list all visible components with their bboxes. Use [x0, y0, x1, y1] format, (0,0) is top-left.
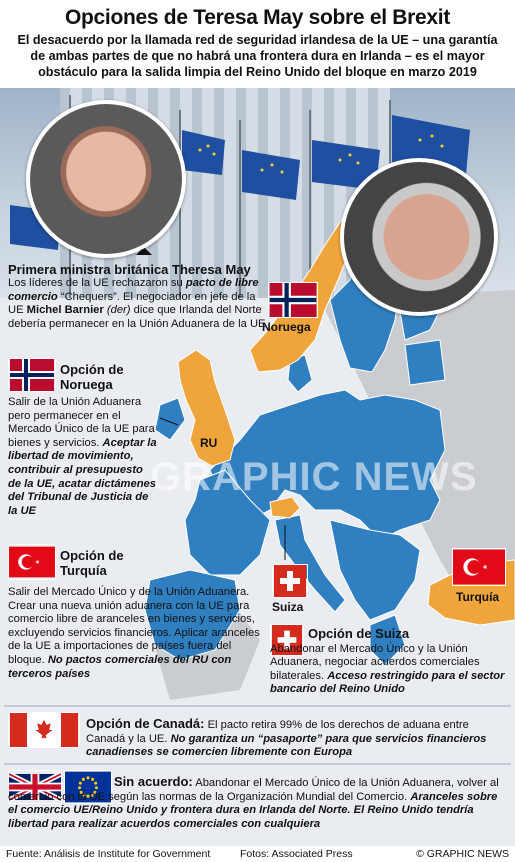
nodeal-heading: Sin acuerdo:	[114, 774, 193, 789]
footer	[0, 846, 515, 862]
norway-text-2: Aceptar la libertad de movimiento, contribuir al presupuesto de la UE, acatar dictámenes del Tribunal de Justicia de la UE	[8, 436, 157, 517]
canada-section	[86, 716, 510, 760]
nodeal-text-1: Abandonar el Mercado Único de la Unión Aduanera, volver al comercio con la UE según las normas de la Organización Mundial del Comercio.	[8, 777, 499, 803]
norway-heading: Opción de Noruega	[60, 362, 124, 392]
switzerland-flag-icon	[272, 564, 308, 598]
watermark: GRAPHIC NEWS	[150, 455, 478, 499]
may-section	[8, 262, 270, 331]
may-text-3: “Chequers”. El negociador en jefe de la UE	[8, 290, 256, 317]
theresa-may-photo	[26, 100, 186, 258]
turkey-heading: Opción de Turquía	[60, 548, 124, 578]
turkey-option-flag-icon	[8, 544, 56, 580]
michel-barnier-photo	[340, 158, 498, 316]
nodeal-text-2: Aranceles sobre el comercio UE/Reino Unido y frontera dura en Irlanda del Norte. El Reino Unido tendría libertad para realizar acuerdos comerciales con cualquiera	[8, 790, 498, 830]
label-ru: RU	[200, 436, 218, 450]
may-text-1: Los líderes de la UE rechazaron su	[8, 277, 186, 289]
turkey-section	[8, 586, 270, 681]
page-subtitle: El desacuerdo por la llamada red de seguridad irlandesa de la UE – una garantía de ambas partes de que no habrá una frontera dura en Irlanda – es el mayor obstáculo para la salida limpia del Reino Unido del bloque en marzo 2019	[17, 33, 498, 79]
canada-text-2: No garantiza un “pasaporte” para que servicios financieros canadienses se comercien libremente con Europa	[86, 732, 487, 759]
swiss-section	[270, 626, 510, 697]
norway-option-flag-icon	[8, 358, 56, 392]
page-title: Opciones de Teresa May sobre el Brexit	[64, 6, 451, 29]
may-text-2: pacto de libre comercio	[8, 277, 259, 303]
turkey-text-1: Salir del Mercado Único y de la Unión Aduanera. Crear una nueva unión aduanera con la UE para comercio libre de aranceles en bienes y servicios, excluyendo servicios financieros. Aplicar aranceles de la UE a importaciones de países fuera del bloque.	[8, 586, 260, 666]
swiss-text-1: Abandonar el Mercado Único y la Unión Aduanera, negociar acuerdos comerciales bilaterales.	[270, 642, 480, 682]
swiss-text-2: Acceso restringido para el sector bancario del Reino Unido	[270, 669, 505, 696]
footer-credit: © GRAPHIC NEWS	[416, 848, 509, 860]
footer-photos: Fotos: Associated Press	[240, 848, 353, 860]
may-heading: Primera ministra británica Theresa May	[8, 262, 251, 277]
canada-text-1: El pacto retira 99% de los derechos de aduana entre Canadá y la UE.	[86, 719, 469, 745]
may-text-4: Michel Barnier	[26, 304, 104, 317]
may-text-5: (der)	[103, 304, 131, 317]
norway-section	[8, 396, 158, 518]
label-noruega: Noruega	[262, 320, 311, 334]
label-turquia: Turquía	[456, 590, 500, 604]
canada-heading: Opción de Canadá:	[86, 716, 205, 731]
turkey-text-2: No pactos comerciales del RU con terceros países	[8, 653, 232, 680]
canada-flag-icon	[8, 712, 80, 748]
footer-source: Fuente: Análisis de Institute for Government	[6, 848, 211, 860]
label-suiza: Suiza	[272, 600, 304, 614]
nodeal-section	[8, 774, 508, 831]
norway-flag-icon	[268, 282, 318, 318]
swiss-heading: Opción de Suiza	[308, 626, 410, 641]
turkey-flag-icon	[452, 548, 506, 586]
norway-text-1: Salir de la Unión Aduanera pero permanecer en el Mercado Único de la UE para bienes y servicios.	[8, 396, 155, 449]
may-text-6: dice que Irlanda del Norte debería permanecer en la Unión Aduanera de la UE	[8, 304, 266, 330]
